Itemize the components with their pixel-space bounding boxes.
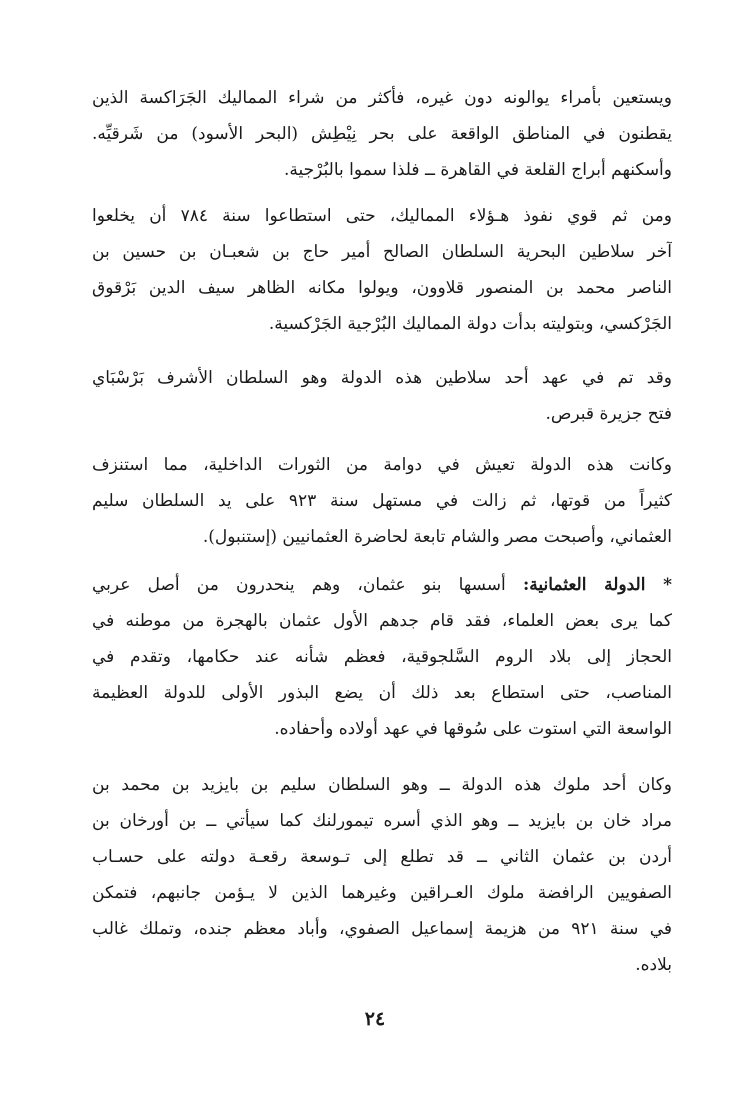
text-line: كثيراً من قوتها، ثم زالت في مستهل سنة ٩٢٣ على يد السلطان سليم [92,491,672,511]
text-line: فتح جزيرة قبرص. [545,404,672,424]
section-heading: * الدولة العثمانية: [522,575,672,595]
text-line: مراد خان بن بايزيد ــ وهو الذي أسره تيمورلنك كما سيأتي ــ بن أورخان بن [92,811,672,831]
text-line: ويستعين بأمراء يوالونه دون غيره، فأكثر من شراء المماليك الجَرَاكسة الذين [92,88,672,108]
text-line: وأسكنهم أبراج القلعة في القاهرة ــ فلذا سموا بالبُرْجية. [284,160,672,180]
paragraph-sultan-selim [92,767,672,983]
text-line: وكانت هذه الدولة تعيش في دوامة من الثورات الداخلية، مما استنزف [92,455,672,475]
page-number: ٢٤ [364,1008,386,1030]
text-line: المناصب، حتى استطاع بعد ذلك أن يضع البذور الأولى للدولة العظيمة [92,683,672,703]
text-line: الحجاز إلى بلاد الروم السَّلجوقية، فعظم شأنه عند حكامها، وتقدم في [92,647,672,667]
text-line: الجَرْكسي، وبتوليته بدأت دولة المماليك البُرْجية الجَرْكسية. [268,314,672,334]
text-line: وكان أحد ملوك هذه الدولة ــ وهو السلطان سليم بن بايزيد بن محمد بن [92,775,672,795]
paragraph-ottoman-state [92,567,672,747]
paragraph-burji-rise [92,198,672,342]
text-line: وقد تم في عهد أحد سلاطين هذه الدولة وهو السلطان الأشرف بَرْسْبَاي [92,368,672,388]
text-line: العثماني، وأصبحت مصر والشام تابعة لحاضرة العثمانيين (إستنبول). [202,527,672,547]
text-line: الناصر محمد بن المنصور قلاوون، ويولوا مكانه الظاهر سيف الدين بَرْقوق [92,278,672,298]
text-line: كما يرى بعض العلماء، فقد قام جدهم الأول عثمان بالهجرة من موطنه في [92,611,672,631]
paragraph-cyprus-conquest [92,360,672,432]
text-line: آخر سلاطين البحرية السلطان الصالح أمير حاج بن شعبـان بن حسين بن [92,242,672,262]
text-line: أردن بن عثمان الثاني ــ قد تطلع إلى تـوسعة رقعـة دولته على حسـاب [92,847,672,867]
text-line [92,567,672,603]
text-line-rest: أسسها بنو عثمان، وهم ينحدرون من أصل عربي [92,575,506,595]
text-line: ومن ثم قوي نفوذ هـؤلاء المماليك، حتى استطاعوا سنة ٧٨٤ أن يخلعوا [92,206,672,226]
text-line: في سنة ٩٢١ من هزيمة إسماعيل الصفوي، وأباد معظم جنده، وتملك غالب [92,919,672,939]
text-line: الواسعة التي استوت على سُوقها في عهد أولاده وأحفاده. [274,719,672,739]
text-line: الصفويين الرافضة ملوك العـراقين وغيرهما الذين لا يـؤمن جانبهم، فتمكن [92,883,672,903]
paragraph-mamluk-circassians [92,80,672,188]
paragraph-dynasty-end [92,447,672,555]
text-line: بلاده. [635,955,672,975]
text-line: يقطنون في المناطق الواقعة على بحر نِيْطِش (البحر الأسود) من شَرقيِّه. [92,124,672,144]
